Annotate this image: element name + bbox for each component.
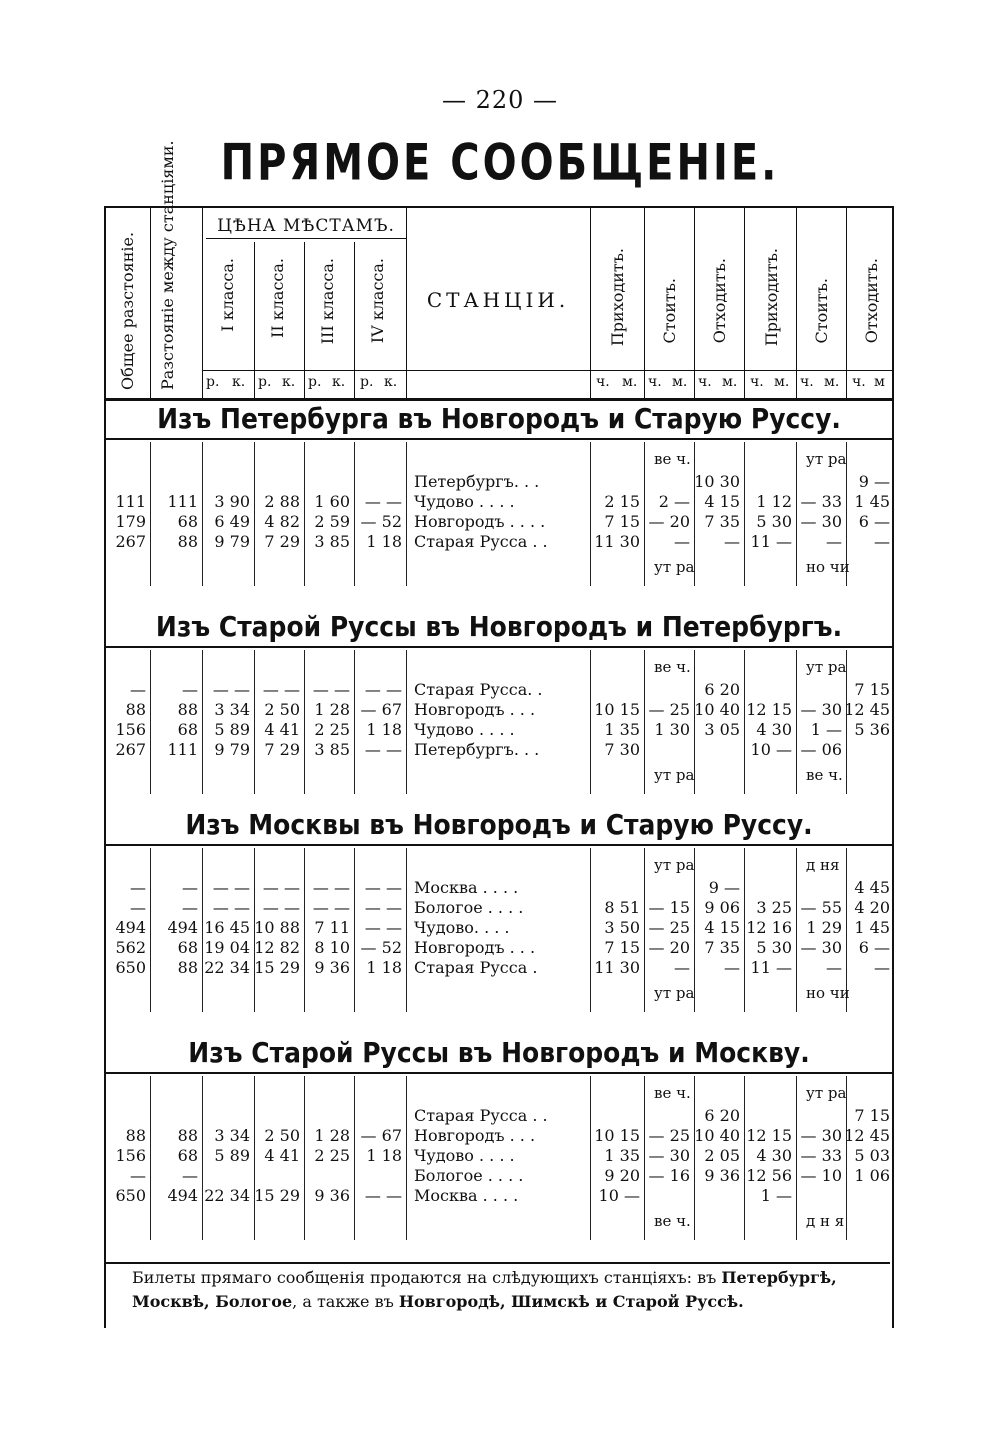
table-row [106, 898, 892, 918]
cell-p1: 5 89 [214, 1146, 250, 1165]
cell-p4: 1 18 [366, 532, 402, 551]
cell-p4: 1 18 [366, 958, 402, 977]
station-name: Чудово . . . . [414, 492, 515, 511]
section-title: Изъ Старой Руссы въ Новгородъ и Москву. [188, 1036, 810, 1069]
table-row [106, 532, 892, 552]
table-row [106, 1106, 892, 1126]
cell-t1: 1 35 [604, 1146, 640, 1165]
cell-t3: 4 15 [704, 918, 740, 937]
time-of-day-mark: ут ра [654, 558, 695, 576]
cell-t5: 1 — [810, 720, 842, 739]
cell-total: 267 [115, 532, 146, 551]
cell-t4: 12 15 [746, 700, 792, 719]
cell-p2: 7 29 [264, 532, 300, 551]
cell-t4: 5 30 [756, 512, 792, 531]
cell-p2: 2 50 [264, 1126, 300, 1145]
cell-total: 179 [115, 512, 146, 531]
table-row [106, 1186, 892, 1206]
section-4 [106, 1038, 892, 1238]
cell-p4: — — [364, 918, 402, 937]
cell-t1: 10 — [598, 1186, 640, 1205]
unit: ч. [800, 374, 814, 390]
unit: ч. [698, 374, 712, 390]
cell-t5: — 33 [800, 492, 842, 511]
cell-t3: 6 20 [704, 1106, 740, 1125]
cell-t1: 3 50 [604, 918, 640, 937]
unit: м [874, 374, 885, 390]
cell-dist: — [182, 680, 198, 699]
section-title: Изъ Петербурга въ Новгородъ и Старую Руссу. [157, 402, 841, 435]
time-of-day-mark: ве ч. [654, 1212, 691, 1230]
cell-t1: 7 15 [604, 512, 640, 531]
section-rule [106, 1072, 892, 1074]
time-of-day-mark: ве ч. [654, 1084, 691, 1102]
cell-total: 156 [115, 1146, 146, 1165]
cell-dist: 88 [177, 532, 198, 551]
cell-t4: 12 56 [746, 1166, 792, 1185]
cell-t5: — 30 [800, 1126, 842, 1145]
cell-p3: 3 85 [314, 740, 350, 759]
cell-t5: — [826, 532, 842, 551]
cell-t4: 3 25 [756, 898, 792, 917]
cell-t3: 2 05 [704, 1146, 740, 1165]
cell-p1: — — [212, 898, 250, 917]
note-text-3: , а также въ [292, 1292, 399, 1311]
table-row [106, 938, 892, 958]
cell-t3: 3 05 [704, 720, 740, 739]
cell-p1: 3 34 [214, 700, 250, 719]
header-depart-1: Отходитъ. [710, 258, 729, 344]
cell-p4: — 52 [360, 938, 402, 957]
cell-p4: — — [364, 740, 402, 759]
cell-dist: 494 [167, 1186, 198, 1205]
unit: ч. [750, 374, 764, 390]
cell-total: 111 [115, 492, 146, 511]
cell-t3: — [724, 532, 740, 551]
cell-t2: — 25 [648, 1126, 690, 1145]
time-of-day-mark: ут ра [806, 450, 847, 468]
cell-t1: 8 51 [604, 898, 640, 917]
unit: р. [258, 374, 272, 390]
table-row [106, 958, 892, 978]
unit: к. [232, 374, 246, 390]
cell-dist: 68 [177, 720, 198, 739]
cell-dist: 68 [177, 512, 198, 531]
cell-t2: — 20 [648, 512, 690, 531]
cell-dist: 68 [177, 938, 198, 957]
section-2 [106, 612, 892, 792]
section-rule [106, 438, 892, 440]
cell-t4: 11 — [750, 958, 792, 977]
station-name: Москва . . . . [414, 1186, 519, 1205]
ticket-note [132, 1266, 882, 1314]
cell-p2: 2 88 [264, 492, 300, 511]
cell-p2: 2 50 [264, 700, 300, 719]
cell-p3: 9 36 [314, 1186, 350, 1205]
station-name: Бологое . . . . [414, 898, 524, 917]
cell-p2: 7 29 [264, 740, 300, 759]
cell-t1: 11 30 [594, 958, 640, 977]
unit: м. [672, 374, 688, 390]
cell-p1: 19 04 [204, 938, 250, 957]
table-row [106, 492, 892, 512]
cell-t5: — 06 [800, 740, 842, 759]
cell-p3: 2 25 [314, 720, 350, 739]
cell-t4: 10 — [750, 740, 792, 759]
cell-t6: 5 36 [854, 720, 890, 739]
page-number: — 220 — [441, 86, 559, 114]
unit: м. [722, 374, 738, 390]
cell-t4: 4 30 [756, 1146, 792, 1165]
cell-t3: 10 30 [694, 472, 740, 491]
station-name: Старая Русса . . [414, 532, 548, 551]
table-row [106, 472, 892, 492]
cell-t3: 7 35 [704, 512, 740, 531]
cell-p1: 5 89 [214, 720, 250, 739]
cell-t3: 9 36 [704, 1166, 740, 1185]
station-name: Старая Русса . . [414, 1106, 548, 1125]
cell-t2: — 15 [648, 898, 690, 917]
cell-t6: 1 45 [854, 918, 890, 937]
cell-p4: 1 18 [366, 720, 402, 739]
cell-p4: — 52 [360, 512, 402, 531]
cell-p2: 4 82 [264, 512, 300, 531]
cell-p3: 3 85 [314, 532, 350, 551]
cell-t1: 9 20 [604, 1166, 640, 1185]
unit: р. [360, 374, 374, 390]
cell-t3: 10 40 [694, 700, 740, 719]
cell-t3: — [724, 958, 740, 977]
table-row [106, 1146, 892, 1166]
cell-t1: 10 15 [594, 700, 640, 719]
cell-p2: — — [262, 680, 300, 699]
header-class-3: III класса. [318, 258, 337, 345]
table-row [106, 740, 892, 760]
cell-p1: 9 79 [214, 532, 250, 551]
unit: м. [824, 374, 840, 390]
time-of-day-mark: ве ч. [654, 450, 691, 468]
header-class-1: I класса. [218, 258, 237, 332]
cell-t1: 7 15 [604, 938, 640, 957]
time-of-day-mark: ут ра [654, 766, 695, 784]
cell-t6: 4 20 [854, 898, 890, 917]
cell-t2: 1 30 [654, 720, 690, 739]
station-name: Бологое . . . . [414, 1166, 524, 1185]
table-row [106, 680, 892, 700]
cell-total: 156 [115, 720, 146, 739]
unit: р. [308, 374, 322, 390]
station-name: Петербургъ. . . [414, 472, 540, 491]
time-of-day-mark: д ня [806, 856, 840, 874]
cell-p2: 12 82 [254, 938, 300, 957]
cell-p1: 6 49 [214, 512, 250, 531]
cell-t2: — 30 [648, 1146, 690, 1165]
cell-t6: 12 45 [844, 1126, 890, 1145]
cell-t5: — 30 [800, 512, 842, 531]
unit: ч. [596, 374, 610, 390]
cell-p4: — 67 [360, 700, 402, 719]
station-name: Новгородъ . . . [414, 1126, 536, 1145]
cell-t5: — 55 [800, 898, 842, 917]
cell-t2: — [674, 532, 690, 551]
cell-t3: 9 06 [704, 898, 740, 917]
section-1 [106, 404, 892, 584]
cell-p3: 2 59 [314, 512, 350, 531]
cell-p2: 4 41 [264, 720, 300, 739]
cell-p4: — — [364, 878, 402, 897]
station-name: Москва . . . . [414, 878, 519, 897]
time-of-day-mark: ут ра [654, 984, 695, 1002]
unit: р. [206, 374, 220, 390]
unit: ч. [648, 374, 662, 390]
cell-dist: — [182, 1166, 198, 1185]
cell-p4: 1 18 [366, 1146, 402, 1165]
cell-dist: 88 [177, 958, 198, 977]
header-stations: СТАНЦІИ. [426, 288, 570, 312]
station-name: Чудово . . . . [414, 1146, 515, 1165]
cell-total: 562 [115, 938, 146, 957]
cell-t6: 9 — [858, 472, 890, 491]
cell-dist: 68 [177, 1146, 198, 1165]
cell-t2: — 25 [648, 700, 690, 719]
cell-p1: — — [212, 878, 250, 897]
station-name: Старая Русса. . [414, 680, 543, 699]
cell-t6: 7 15 [854, 1106, 890, 1125]
cell-t1: 7 30 [604, 740, 640, 759]
cell-t2: — 20 [648, 938, 690, 957]
time-of-day-mark: ут ра [806, 1084, 847, 1102]
unit: ч. [852, 374, 866, 390]
cell-p3: 1 28 [314, 700, 350, 719]
cell-t5: — 33 [800, 1146, 842, 1165]
cell-t3: 9 — [708, 878, 740, 897]
cell-t2: 2 — [658, 492, 690, 511]
time-of-day-mark: д н я [806, 1212, 845, 1230]
cell-p2: — — [262, 898, 300, 917]
table-row [106, 1126, 892, 1146]
cell-t5: — [826, 958, 842, 977]
time-of-day-mark: но чи [806, 984, 850, 1002]
cell-p2: — — [262, 878, 300, 897]
footer-rule [104, 1262, 890, 1264]
cell-p3: 2 25 [314, 1146, 350, 1165]
cell-t6: 4 45 [854, 878, 890, 897]
table-row [106, 878, 892, 898]
cell-t6: 7 15 [854, 680, 890, 699]
cell-p1: 3 90 [214, 492, 250, 511]
cell-p3: 8 10 [314, 938, 350, 957]
cell-p3: 1 28 [314, 1126, 350, 1145]
note-text-1: Билеты прямаго сообщенія продаются на слѣдующихъ станціяхъ: въ [132, 1268, 722, 1287]
cell-t6: 1 45 [854, 492, 890, 511]
cell-t5: — 30 [800, 938, 842, 957]
cell-p2: 4 41 [264, 1146, 300, 1165]
cell-p3: 7 11 [314, 918, 350, 937]
header-stop-1: Стоитъ. [660, 278, 679, 344]
cell-total: — [130, 898, 146, 917]
cell-t6: 12 45 [844, 700, 890, 719]
cell-total: 88 [125, 700, 146, 719]
cell-dist: 494 [167, 918, 198, 937]
section-3 [106, 810, 892, 1010]
cell-t4: 4 30 [756, 720, 792, 739]
cell-total: 494 [115, 918, 146, 937]
unit: м. [622, 374, 638, 390]
cell-t6: 6 — [858, 938, 890, 957]
header-price-group: ЦѢНА МѢСТАМЪ. [206, 216, 406, 239]
cell-t4: 1 12 [756, 492, 792, 511]
header-total-distance: Общее разстояніе. [118, 231, 137, 390]
note-bold-1: Петербургѣ, Москвѣ, [132, 1268, 837, 1311]
cell-total: — [130, 878, 146, 897]
cell-t5: — 30 [800, 700, 842, 719]
header-depart-2: Отходитъ. [862, 258, 881, 344]
cell-total: 267 [115, 740, 146, 759]
cell-p2: 10 88 [254, 918, 300, 937]
cell-t5: 1 29 [806, 918, 842, 937]
cell-t6: — [874, 532, 890, 551]
table-row [106, 1166, 892, 1186]
table-row [106, 512, 892, 532]
cell-p1: 22 34 [204, 1186, 250, 1205]
station-name: Новгородъ . . . [414, 700, 536, 719]
cell-t6: 1 06 [854, 1166, 890, 1185]
cell-dist: 88 [177, 700, 198, 719]
cell-p1: 16 45 [204, 918, 250, 937]
header-arrive-2: Приходитъ. [762, 248, 781, 347]
section-rule [106, 646, 892, 648]
cell-p2: 15 29 [254, 1186, 300, 1205]
cell-dist: — [182, 898, 198, 917]
cell-t4: 12 16 [746, 918, 792, 937]
cell-p3: — — [312, 680, 350, 699]
time-of-day-mark: но чи [806, 558, 850, 576]
cell-t5: — 10 [800, 1166, 842, 1185]
cell-t1: 2 15 [604, 492, 640, 511]
cell-t6: 6 — [858, 512, 890, 531]
cell-p3: — — [312, 878, 350, 897]
cell-total: — [130, 680, 146, 699]
cell-total: 650 [115, 958, 146, 977]
cell-dist: 111 [167, 492, 198, 511]
section-title: Изъ Старой Руссы въ Новгородъ и Петербургъ. [155, 610, 843, 643]
time-of-day-mark: ут ра [806, 658, 847, 676]
cell-t1: 10 15 [594, 1126, 640, 1145]
time-of-day-mark: ве ч. [806, 766, 843, 784]
station-name: Петербургъ. . . [414, 740, 540, 759]
cell-t3: 10 40 [694, 1126, 740, 1145]
cell-t1: 11 30 [594, 532, 640, 551]
unit: к. [332, 374, 346, 390]
section-title: Изъ Москвы въ Новгородъ и Старую Руссу. [185, 808, 813, 841]
cell-p4: — 67 [360, 1126, 402, 1145]
unit: м. [774, 374, 790, 390]
cell-t2: — [674, 958, 690, 977]
cell-p3: — — [312, 898, 350, 917]
cell-t3: 6 20 [704, 680, 740, 699]
header-class-2: II класса. [268, 258, 287, 338]
cell-p4: — — [364, 1186, 402, 1205]
cell-p1: 9 79 [214, 740, 250, 759]
header-stop-2: Стоитъ. [812, 278, 831, 344]
cell-p3: 1 60 [314, 492, 350, 511]
cell-dist: — [182, 878, 198, 897]
cell-p4: — — [364, 898, 402, 917]
note-bold-2: Новгородѣ, Шимскѣ и Старой Руссѣ. [398, 1292, 744, 1311]
cell-t2: — 16 [648, 1166, 690, 1185]
cell-p2: 15 29 [254, 958, 300, 977]
cell-p3: 9 36 [314, 958, 350, 977]
cell-total: — [130, 1166, 146, 1185]
cell-t4: 11 — [750, 532, 792, 551]
table-row [106, 918, 892, 938]
page-title: ПРЯМОЕ СООБЩЕНІЕ. [220, 134, 780, 192]
cell-p1: 22 34 [204, 958, 250, 977]
station-name: Чудово . . . . [414, 720, 515, 739]
table-row [106, 720, 892, 740]
cell-t4: 5 30 [756, 938, 792, 957]
cell-t4: 1 — [760, 1186, 792, 1205]
cell-dist: 88 [177, 1126, 198, 1145]
header-class-4: IV класса. [368, 258, 387, 344]
station-name: Чудово. . . . [414, 918, 510, 937]
cell-dist: 111 [167, 740, 198, 759]
time-of-day-mark: ве ч. [654, 658, 691, 676]
cell-p4: — — [364, 680, 402, 699]
table-row [106, 700, 892, 720]
cell-t4: 12 15 [746, 1126, 792, 1145]
header-between-stations: Разстояніе между станціями. [158, 140, 177, 390]
cell-t6: — [874, 958, 890, 977]
header-arrive-1: Приходитъ. [608, 248, 627, 347]
time-of-day-mark: ут ра [654, 856, 695, 874]
station-name: Старая Русса . [414, 958, 538, 977]
cell-t3: 4 15 [704, 492, 740, 511]
cell-p1: 3 34 [214, 1126, 250, 1145]
section-rule [106, 844, 892, 846]
unit: к. [384, 374, 398, 390]
cell-t2: — 25 [648, 918, 690, 937]
unit: к. [282, 374, 296, 390]
cell-total: 650 [115, 1186, 146, 1205]
cell-p4: — — [364, 492, 402, 511]
cell-total: 88 [125, 1126, 146, 1145]
cell-t3: 7 35 [704, 938, 740, 957]
cell-p1: — — [212, 680, 250, 699]
station-name: Новгородъ . . . [414, 938, 536, 957]
cell-t1: 1 35 [604, 720, 640, 739]
note-text-2: Бологое [215, 1292, 293, 1311]
station-name: Новгородъ . . . . [414, 512, 546, 531]
cell-t6: 5 03 [854, 1146, 890, 1165]
